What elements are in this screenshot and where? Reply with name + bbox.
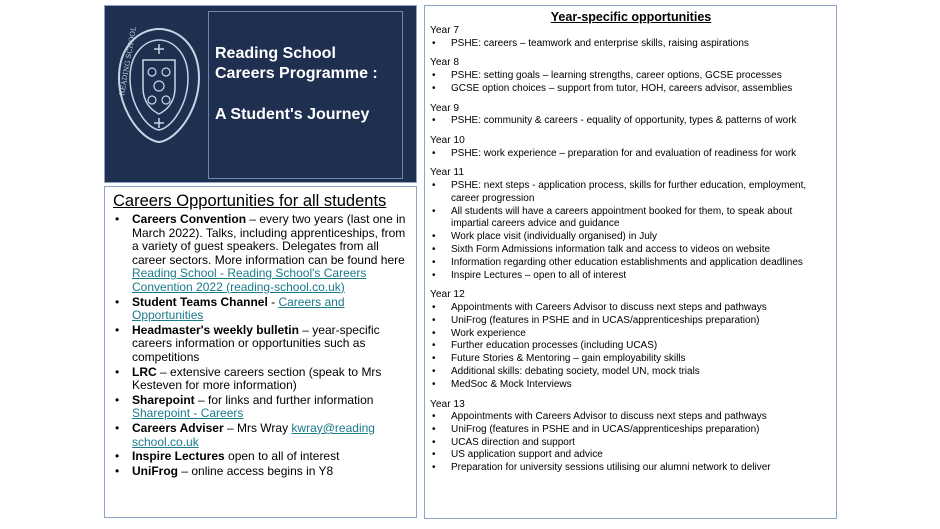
year-item: • PSHE: work experience – preparation for and evaluation of readiness for work [430, 148, 832, 161]
year-label: Year 12 [430, 289, 465, 301]
year-group [430, 289, 832, 391]
year-item: • UCAS direction and support [430, 437, 832, 450]
year-item: • Sixth Form Admissions information talk and access to videos on website [430, 244, 832, 257]
careers-item [113, 422, 410, 449]
careers-item-text: – online access begins in Y8 [178, 463, 334, 478]
year-item: • US application support and advice [430, 449, 832, 462]
year-item: • UniFrog (features in PSHE and in UCAS/apprenticeships preparation) [430, 315, 832, 328]
careers-item [113, 366, 410, 393]
year-item: • All students will have a careers appointment booked for them, to speak about impartial careers advice and guidance [430, 206, 832, 232]
year-item: • Work place visit (individually organised) in July [430, 231, 832, 244]
years-list [430, 25, 832, 475]
year-group [430, 135, 832, 160]
year-item: • PSHE: next steps - application process, skills for further education, employment, career progression [430, 180, 832, 206]
year-item: • Information regarding other education establishments and application deadlines [430, 257, 832, 270]
year-item: • Additional skills: debating society, model UN, mock trials [430, 366, 832, 379]
banner-title-line3: A Student's Journey [215, 106, 370, 123]
school-crest-logo [115, 26, 203, 144]
careers-list [113, 213, 410, 478]
careers-opportunities-panel [104, 186, 417, 518]
careers-item-link[interactable]: Careers and Opportunities [132, 294, 345, 323]
year-item: • Inspire Lectures – open to all of interest [430, 270, 832, 283]
careers-item-text: – extensive careers section (speak to Mrs Kesteven for more information) [132, 364, 382, 393]
year-label: Year 13 [430, 398, 465, 410]
year-item: • MedSoc & Mock Interviews [430, 379, 832, 392]
careers-item-text: – year-specific careers information or opportunities such as competitions [132, 322, 380, 364]
year-label: Year 8 [430, 57, 460, 69]
careers-item-link[interactable]: Reading School - Reading School's Careers Convention 2022 (reading-school.co.uk) [132, 266, 367, 294]
year-label: Year 10 [430, 134, 465, 146]
year-group [430, 167, 832, 282]
careers-item-title: UniFrog [132, 463, 178, 478]
year-label: Year 9 [430, 102, 460, 114]
year-items [430, 180, 832, 282]
year-items [430, 411, 832, 475]
year-item: • Work experience [430, 328, 832, 341]
careers-item-title: Careers Convention [132, 212, 247, 226]
careers-item-link[interactable]: kwray@reading school.co.uk [132, 420, 375, 449]
careers-item [113, 296, 410, 323]
careers-item-text: – for links and further information [194, 392, 374, 407]
year-item: • Appointments with Careers Advisor to discuss next steps and pathways [430, 411, 832, 424]
year-item: • Preparation for university sessions utilising our alumni network to deliver [430, 462, 832, 475]
year-item: • PSHE: careers – teamwork and enterprise skills, raising aspirations [430, 38, 832, 51]
careers-item-text: open to all of interest [224, 449, 340, 464]
banner-title-line1: Reading School [215, 45, 336, 62]
careers-item [113, 450, 410, 464]
year-group [430, 57, 832, 95]
careers-item [113, 394, 410, 421]
banner-title-line2: Careers Programme : [215, 65, 378, 82]
year-specific-panel [424, 5, 837, 519]
year-group [430, 399, 832, 476]
careers-item-title: Inspire Lectures [132, 449, 225, 464]
careers-item [113, 465, 410, 479]
svg-text:READING SCHOOL: READING SCHOOL [118, 26, 139, 97]
year-item: • Appointments with Careers Advisor to discuss next steps and pathways [430, 302, 832, 315]
year-item: • Future Stories & Mentoring – gain employability skills [430, 353, 832, 366]
careers-item-text: – every two years (last one in March 2022). Talks, including apprenticeships, from a variety of guest speakers. Delegates from all career sectors. More information can be found here [132, 212, 406, 267]
year-group [430, 25, 832, 50]
year-items [430, 70, 832, 96]
year-item: • Further education processes (including UCAS) [430, 340, 832, 353]
year-item: • UniFrog (features in PSHE and in UCAS/apprenticeships preparation) [430, 424, 832, 437]
year-item: • PSHE: setting goals – learning strengths, career options, GCSE processes [430, 70, 832, 83]
year-items [430, 148, 832, 161]
header-banner [104, 5, 417, 183]
year-item: • GCSE option choices – support from tutor, HOH, careers advisor, assemblies [430, 83, 832, 96]
careers-item-text: – Mrs Wray [223, 420, 292, 435]
year-group [430, 103, 832, 128]
careers-item-title: Student Teams Channel [132, 294, 268, 309]
careers-item-title: Headmaster's weekly bulletin [132, 322, 299, 337]
year-label: Year 7 [430, 25, 460, 36]
careers-heading: Careers Opportunities for all students [113, 192, 387, 210]
careers-item-title: Careers Adviser [132, 420, 224, 435]
careers-item [113, 213, 410, 295]
year-items [430, 302, 832, 392]
year-items [430, 115, 832, 128]
careers-item-title: LRC [132, 364, 157, 379]
careers-item-title: Sharepoint [132, 392, 195, 407]
years-heading: Year-specific opportunities [550, 10, 712, 24]
year-items [430, 38, 832, 51]
careers-item-text: - [267, 294, 279, 309]
year-label: Year 11 [430, 167, 464, 179]
year-item: • PSHE: community & careers - equality of opportunity, types & patterns of work [430, 115, 832, 128]
banner-title-box [208, 11, 403, 179]
careers-item [113, 324, 410, 365]
careers-item-link[interactable]: Sharepoint - Careers [132, 406, 244, 421]
